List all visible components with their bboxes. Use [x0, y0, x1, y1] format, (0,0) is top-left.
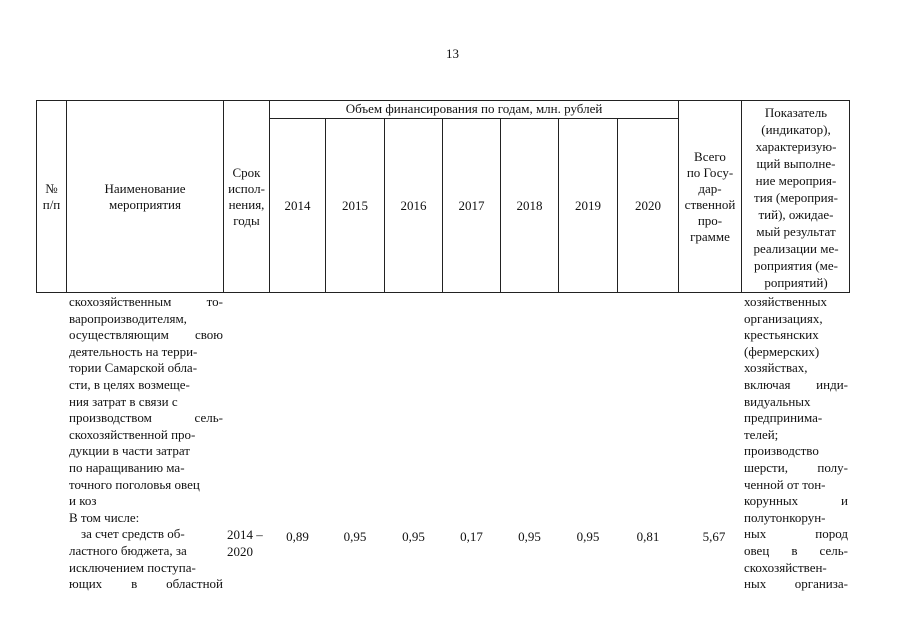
text-line: видуальных: [744, 393, 811, 409]
text-line: производство: [744, 443, 819, 459]
text-line: ных организа-: [744, 576, 848, 592]
text-line: осуществляющим свою: [69, 327, 223, 343]
text-line: (фермерских): [744, 343, 820, 359]
text-line: и коз: [69, 493, 97, 509]
text-line: В том числе:: [69, 509, 140, 525]
text-line: сти, в целях возмеще-: [69, 376, 190, 392]
header-indicator: Показатель (индикатор), характеризую- щий выполне- ние мероприя- тия (мероприя- тий), ожидае- мый результат реализации ме- роприятия (ме- роприятий): [753, 104, 839, 290]
text-line: точного поголовья овец: [69, 476, 200, 492]
value-2020: 0,81: [636, 529, 660, 544]
measure-name-text: [69, 294, 223, 593]
value-2014: 0,89: [286, 529, 309, 544]
text-line: ния затрат в связи с: [69, 393, 178, 409]
header-number: № п/п: [42, 181, 61, 212]
header-name: Наименование мероприятия: [104, 181, 186, 212]
value-2018: 0,95: [518, 529, 541, 544]
value-2015: 0,95: [343, 529, 367, 544]
header-funding-group: Объем финансирования по годам, млн. рублей: [345, 101, 603, 116]
text-line: овец в сель-: [744, 542, 848, 558]
text-line: ных пород: [744, 526, 848, 542]
text-line: скохозяйствен-: [744, 559, 827, 575]
text-line: корунных и: [744, 493, 848, 509]
header-year-2020: 2020: [635, 198, 661, 213]
text-line: включая инди-: [744, 376, 848, 392]
text-line: скохозяйственным то-: [69, 294, 223, 309]
text-line: по наращиванию ма-: [69, 459, 185, 475]
page-number: 13: [446, 46, 459, 61]
text-line: ченной от тон-: [744, 476, 826, 492]
text-line: скохозяйственной про-: [69, 426, 196, 442]
text-line: предпринима-: [744, 410, 823, 426]
header-year-2016: 2016: [400, 198, 427, 213]
text-line: организациях,: [744, 310, 823, 326]
header-year-2017: 2017: [458, 198, 485, 213]
text-line: за счет средств об-: [81, 526, 185, 542]
header-year-2014: 2014: [284, 198, 311, 213]
text-line: телей;: [744, 426, 779, 442]
header-year-2018: 2018: [516, 198, 543, 213]
text-line: дукции в части затрат: [69, 443, 190, 459]
indicator-text: [744, 294, 848, 593]
text-line: варопроизводителям,: [69, 310, 187, 326]
text-line: деятельность на терри-: [69, 343, 198, 359]
text-line: производством сель-: [69, 410, 223, 426]
value-2016: 0,95: [402, 529, 425, 544]
text-line: ластного бюджета, за: [69, 542, 187, 558]
text-line: тории Самарской обла-: [69, 360, 198, 376]
header-total: Всего по Госу- дар- ственной про- грамме: [684, 149, 736, 244]
header-year-2019: 2019: [575, 198, 601, 213]
value-2019: 0,95: [576, 529, 600, 544]
text-line: шерсти, полу-: [744, 459, 848, 475]
text-line: крестьянских: [744, 327, 819, 343]
text-line: полутонкорун-: [744, 509, 826, 525]
text-line: хозяйственных: [744, 294, 828, 309]
value-2017: 0,17: [460, 529, 483, 544]
header-year-2015: 2015: [342, 198, 368, 213]
text-line: исключением поступа-: [69, 559, 196, 575]
text-line: хозяйствах,: [744, 360, 808, 376]
header-term: Срок испол- нения, годы: [228, 165, 265, 228]
text-line: ющих в областной: [69, 576, 223, 592]
term-text: 2014 – 2020: [227, 527, 263, 559]
value-total: 5,67: [702, 529, 726, 544]
